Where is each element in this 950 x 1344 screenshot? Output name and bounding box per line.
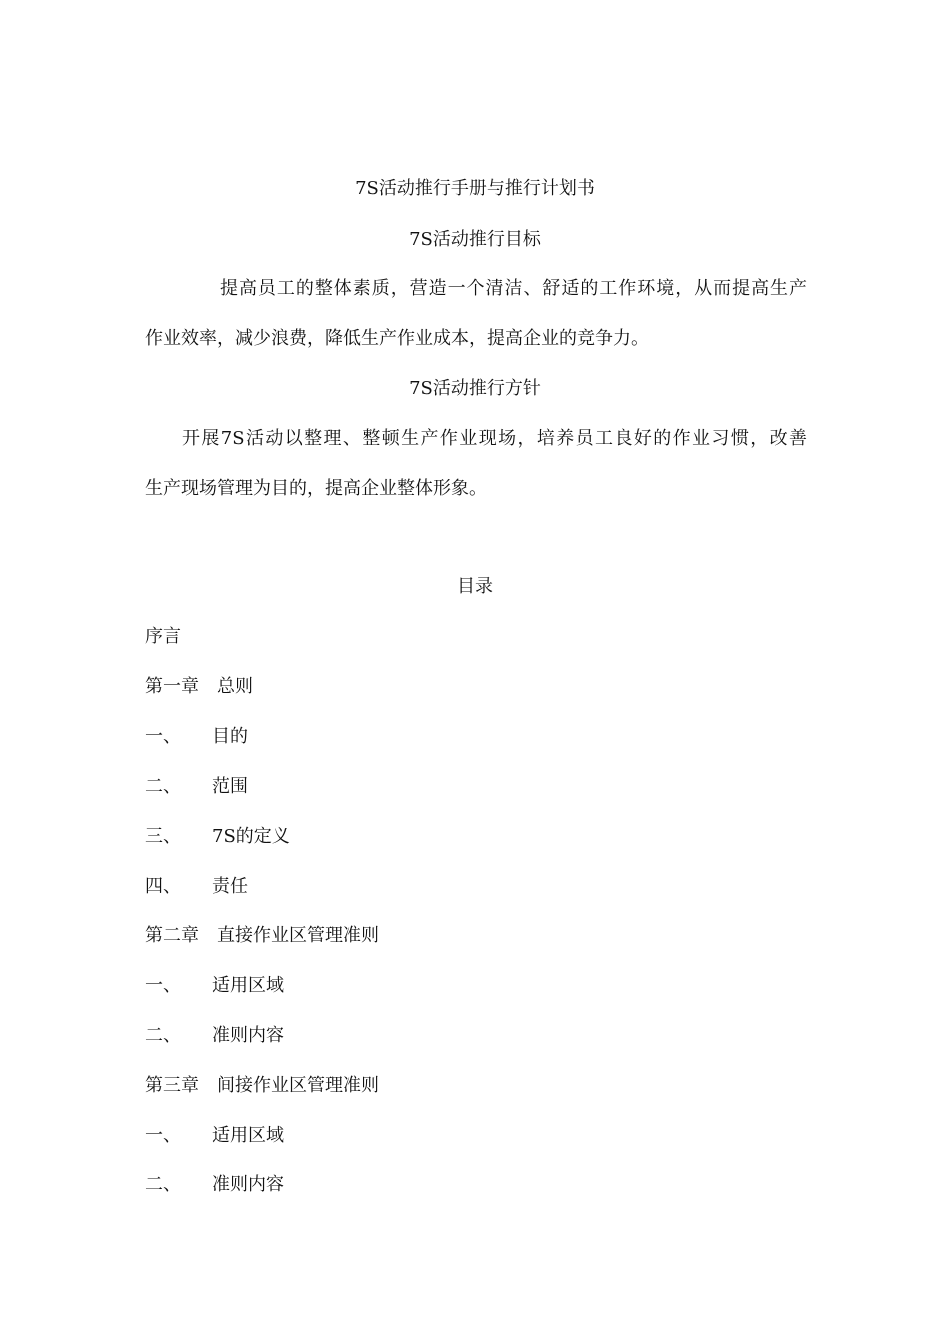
policy-heading: 7S活动推行方针: [409, 378, 541, 399]
toc-item-number: 一、: [145, 1125, 181, 1146]
toc-item-number: 一、: [145, 975, 181, 996]
policy-paragraph-line-2: 生产现场管理为目的，提高企业整体形象。: [145, 478, 487, 499]
toc-item-text: 范围: [212, 776, 248, 797]
toc-item-text: 准则内容: [212, 1025, 284, 1046]
goal-paragraph-line-2: 作业效率，减少浪费，降低生产作业成本，提高企业的竞争力。: [145, 328, 649, 349]
toc-item-text: 适用区域: [212, 1125, 284, 1146]
toc-preface: 序言: [145, 626, 181, 647]
document-title: 7S活动推行手册与推行计划书: [355, 178, 595, 199]
toc-item-number: 二、: [145, 1025, 181, 1046]
toc-chapter-3: 第三章 间接作业区管理准则: [145, 1075, 379, 1096]
toc-item-text: 目的: [212, 726, 248, 747]
toc-item-text: 适用区域: [212, 975, 284, 996]
policy-paragraph-line-1: 开展7S活动以整理、整顿生产作业现场，培养员工良好的作业习惯，改善: [182, 428, 807, 449]
toc-item-text: 责任: [212, 876, 248, 897]
toc-item-text: 准则内容: [212, 1174, 284, 1195]
toc-item-number: 四、: [145, 876, 181, 897]
toc-item-text: 7S的定义: [212, 826, 290, 847]
toc-chapter-1: 第一章 总则: [145, 676, 253, 697]
goal-paragraph-line-1: 提高员工的整体素质，营造一个清洁、舒适的工作环境，从而提高生产: [220, 278, 807, 299]
toc-item-number: 一、: [145, 726, 181, 747]
toc-chapter-2: 第二章 直接作业区管理准则: [145, 925, 379, 946]
toc-item-number: 三、: [145, 826, 181, 847]
toc-item-number: 二、: [145, 776, 181, 797]
toc-item-number: 二、: [145, 1174, 181, 1195]
toc-heading: 目录: [457, 576, 493, 597]
goal-heading: 7S活动推行目标: [409, 229, 541, 250]
